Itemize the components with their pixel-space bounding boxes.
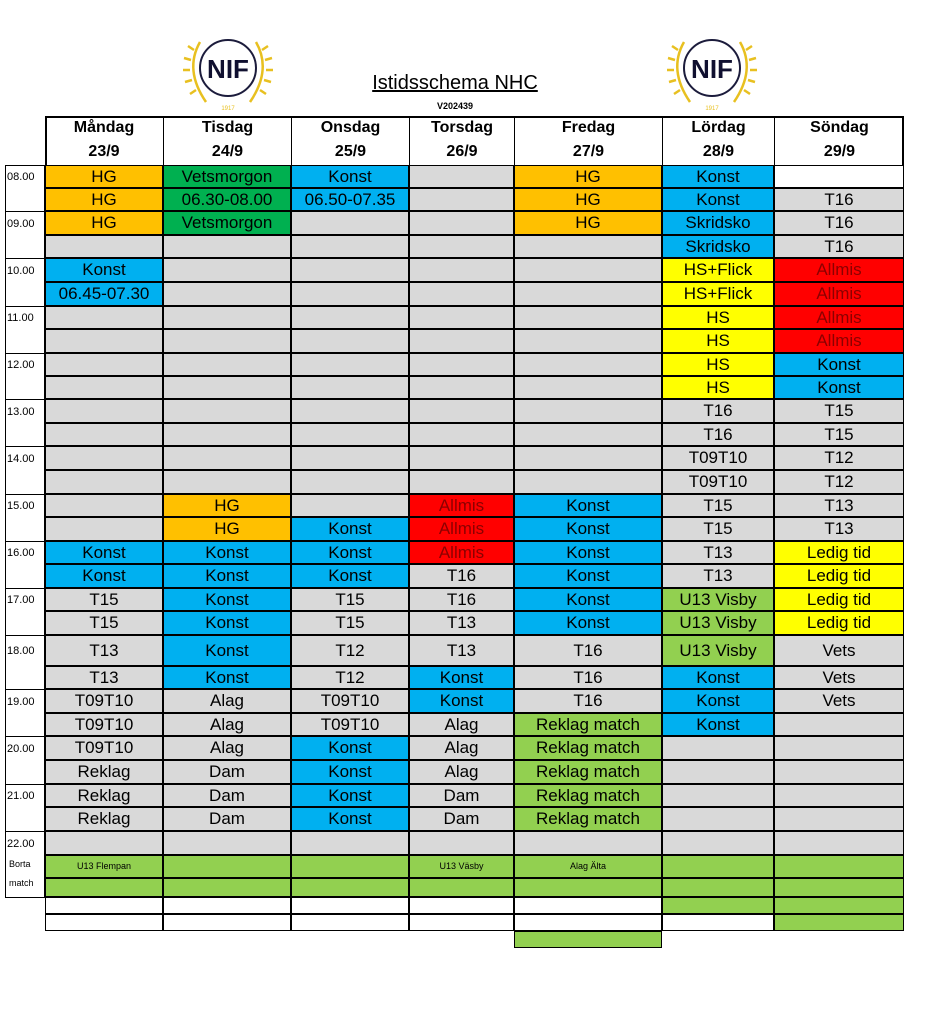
schedule-cell: Konst	[409, 666, 514, 689]
schedule-cell	[409, 423, 514, 446]
day-name: Fredag	[561, 119, 616, 136]
schedule-cell	[662, 736, 774, 760]
version-label: V202439	[436, 101, 474, 111]
schedule-cell: T15	[662, 517, 774, 541]
schedule-cell	[163, 423, 291, 446]
schedule-cell: Vets	[774, 635, 904, 666]
schedule-cell: Skridsko	[662, 211, 774, 235]
schedule-cell: Reklag match	[514, 713, 662, 736]
schedule-cell: Ledig tid	[774, 588, 904, 611]
schedule-cell: Alag	[163, 689, 291, 713]
schedule-cell: Dam	[163, 760, 291, 784]
schedule-cell: Konst	[163, 611, 291, 635]
schedule-cell: T09T10	[291, 713, 409, 736]
schedule-cell	[291, 329, 409, 353]
schedule-cell	[291, 258, 409, 282]
day-date: 25/9	[334, 143, 367, 160]
schedule-cell	[774, 831, 904, 855]
time-label: 16.00	[5, 541, 45, 564]
schedule-cell: Konst	[291, 165, 409, 188]
schedule-cell	[662, 831, 774, 855]
day-header	[514, 116, 662, 165]
schedule-cell: T16	[774, 235, 904, 258]
schedule-cell: Allmis	[774, 306, 904, 329]
schedule-cell	[409, 282, 514, 306]
day-header	[291, 116, 409, 165]
schedule-cell	[774, 784, 904, 807]
schedule-cell: HG	[45, 188, 163, 211]
schedule-cell: Konst	[291, 807, 409, 831]
schedule-cell: HS+Flick	[662, 258, 774, 282]
day-header	[163, 116, 291, 165]
time-label: 20.00	[5, 736, 45, 760]
time-label: 21.00	[5, 784, 45, 807]
schedule-cell: Konst	[662, 666, 774, 689]
schedule-cell: T12	[774, 446, 904, 470]
schedule-cell: Allmis	[774, 258, 904, 282]
svg-text:NIF: NIF	[691, 54, 733, 84]
schedule-cell	[163, 399, 291, 423]
schedule-cell	[409, 446, 514, 470]
schedule-cell: Konst	[409, 689, 514, 713]
day-name: Lördag	[691, 119, 746, 136]
schedule-cell: Alag	[409, 760, 514, 784]
schedule-cell	[514, 235, 662, 258]
schedule-cell: Dam	[163, 784, 291, 807]
schedule-cell: HS+Flick	[662, 282, 774, 306]
schedule-cell	[291, 353, 409, 376]
schedule-cell: T16	[662, 399, 774, 423]
schedule-cell	[45, 353, 163, 376]
away-cell	[514, 914, 662, 931]
schedule-cell	[774, 165, 904, 188]
away-label: match	[9, 878, 34, 888]
schedule-cell: Konst	[514, 494, 662, 517]
away-cell	[662, 878, 774, 897]
schedule-cell: HS	[662, 329, 774, 353]
schedule-cell	[291, 211, 409, 235]
schedule-cell: Vetsmorgon	[163, 211, 291, 235]
schedule-cell: Konst	[163, 635, 291, 666]
schedule-cell	[514, 446, 662, 470]
schedule-cell: Konst	[774, 353, 904, 376]
schedule-cell: Ledig tid	[774, 611, 904, 635]
day-header	[662, 116, 774, 165]
time-label	[5, 564, 45, 588]
away-cell	[662, 914, 774, 931]
away-cell	[662, 897, 774, 914]
schedule-cell: Konst	[291, 564, 409, 588]
schedule-cell: HS	[662, 306, 774, 329]
schedule-cell: Konst	[514, 564, 662, 588]
schedule-cell: T15	[662, 494, 774, 517]
schedule-cell: T12	[291, 666, 409, 689]
schedule-cell	[514, 282, 662, 306]
schedule-cell	[291, 494, 409, 517]
schedule-cell: Konst	[45, 258, 163, 282]
away-cell: Alag Älta	[514, 855, 662, 878]
schedule-cell: T15	[291, 611, 409, 635]
away-cell	[514, 897, 662, 914]
time-label	[5, 713, 45, 736]
schedule-cell: T13	[774, 494, 904, 517]
schedule-cell	[514, 376, 662, 399]
schedule-cell: Konst	[774, 376, 904, 399]
away-cell	[163, 897, 291, 914]
time-label: 08.00	[5, 165, 45, 188]
schedule-cell	[409, 258, 514, 282]
away-cell	[662, 855, 774, 878]
schedule-cell: Reklag match	[514, 807, 662, 831]
schedule-cell: HG	[45, 211, 163, 235]
time-label: 12.00	[5, 353, 45, 376]
schedule-cell	[409, 306, 514, 329]
away-cell	[774, 897, 904, 914]
day-date: 29/9	[823, 143, 856, 160]
schedule-cell	[409, 329, 514, 353]
schedule-cell: 06.45-07.30	[45, 282, 163, 306]
schedule-cell	[409, 235, 514, 258]
schedule-cell	[45, 306, 163, 329]
schedule-cell: HG	[163, 517, 291, 541]
schedule-cell	[163, 282, 291, 306]
schedule-cell	[291, 831, 409, 855]
schedule-cell: Reklag match	[514, 784, 662, 807]
schedule-cell	[163, 831, 291, 855]
schedule-cell: U13 Visby	[662, 588, 774, 611]
schedule-cell: T13	[774, 517, 904, 541]
schedule-cell: T12	[291, 635, 409, 666]
schedule-cell	[409, 831, 514, 855]
time-label	[5, 235, 45, 258]
schedule-cell: T15	[291, 588, 409, 611]
time-label	[5, 807, 45, 831]
schedule-cell	[45, 494, 163, 517]
away-cell	[45, 878, 163, 897]
schedule-cell: Reklag	[45, 807, 163, 831]
away-cell	[45, 914, 163, 931]
away-cell	[163, 914, 291, 931]
time-label: 10.00	[5, 258, 45, 282]
schedule-cell: Konst	[291, 784, 409, 807]
day-name: Onsdag	[320, 119, 381, 136]
schedule-cell: Konst	[514, 611, 662, 635]
time-label: 11.00	[5, 306, 45, 329]
svg-text:NIF: NIF	[207, 54, 249, 84]
time-label	[5, 470, 45, 494]
schedule-cell: Konst	[291, 736, 409, 760]
day-header	[409, 116, 514, 165]
schedule-cell	[163, 376, 291, 399]
schedule-cell: Allmis	[774, 329, 904, 353]
day-date: 26/9	[446, 143, 478, 160]
schedule-cell	[291, 235, 409, 258]
schedule-cell	[514, 306, 662, 329]
away-cell: U13 Flempan	[45, 855, 163, 878]
schedule-cell: Vets	[774, 689, 904, 713]
time-label	[5, 517, 45, 541]
time-label	[5, 188, 45, 211]
schedule-cell	[514, 423, 662, 446]
away-cell	[163, 878, 291, 897]
schedule-cell	[163, 258, 291, 282]
time-label	[5, 376, 45, 399]
schedule-cell	[163, 446, 291, 470]
schedule-cell: Alag	[409, 736, 514, 760]
away-cell	[291, 878, 409, 897]
schedule-cell: T09T10	[45, 689, 163, 713]
schedule-cell: HG	[514, 211, 662, 235]
schedule-cell	[45, 446, 163, 470]
away-cell	[45, 897, 163, 914]
schedule-cell	[409, 165, 514, 188]
schedule-cell	[662, 784, 774, 807]
schedule-cell: T09T10	[291, 689, 409, 713]
away-cell	[514, 931, 662, 948]
schedule-cell: Reklag	[45, 760, 163, 784]
schedule-cell: Konst	[163, 564, 291, 588]
schedule-cell: T13	[409, 635, 514, 666]
schedule-cell	[662, 760, 774, 784]
schedule-cell: Konst	[163, 588, 291, 611]
schedule-cell	[291, 470, 409, 494]
time-label	[5, 282, 45, 306]
away-cell	[409, 897, 514, 914]
schedule-cell: Dam	[409, 807, 514, 831]
time-label	[5, 760, 45, 784]
day-name: Torsdag	[431, 119, 493, 136]
schedule-cell: HG	[514, 188, 662, 211]
schedule-cell	[163, 470, 291, 494]
schedule-cell	[291, 282, 409, 306]
away-cell	[774, 878, 904, 897]
day-name: Söndag	[810, 119, 869, 136]
schedule-cell: Reklag match	[514, 760, 662, 784]
schedule-cell	[514, 353, 662, 376]
schedule-cell	[774, 807, 904, 831]
schedule-cell: Skridsko	[662, 235, 774, 258]
day-name: Tisdag	[201, 119, 254, 136]
schedule-cell: T09T10	[45, 736, 163, 760]
away-cell	[409, 878, 514, 897]
schedule-cell: Konst	[291, 760, 409, 784]
schedule-cell: Vetsmorgon	[163, 165, 291, 188]
time-label	[5, 329, 45, 353]
schedule-cell: Ledig tid	[774, 541, 904, 564]
schedule-cell: Konst	[662, 689, 774, 713]
schedule-cell	[409, 399, 514, 423]
schedule-cell: T15	[774, 399, 904, 423]
schedule-cell	[45, 399, 163, 423]
schedule-cell: T13	[662, 541, 774, 564]
schedule-cell	[409, 353, 514, 376]
schedule-cell: Alag	[163, 736, 291, 760]
schedule-cell	[163, 235, 291, 258]
day-header	[45, 116, 163, 165]
schedule-cell: T16	[514, 635, 662, 666]
day-date: 23/9	[88, 143, 120, 160]
time-label: 14.00	[5, 446, 45, 470]
schedule-cell: Konst	[45, 564, 163, 588]
away-cell	[409, 914, 514, 931]
svg-text:1917: 1917	[221, 106, 235, 112]
time-label: 22.00	[5, 831, 45, 855]
schedule-cell	[45, 470, 163, 494]
away-cell	[291, 897, 409, 914]
time-label: 19.00	[5, 689, 45, 713]
schedule-cell: HG	[514, 165, 662, 188]
schedule-cell: Konst	[291, 517, 409, 541]
schedule-cell	[45, 423, 163, 446]
schedule-cell: T13	[409, 611, 514, 635]
schedule-cell	[409, 376, 514, 399]
time-label: 09.00	[5, 211, 45, 235]
schedule-cell	[662, 807, 774, 831]
away-cell	[774, 855, 904, 878]
day-header	[774, 116, 904, 165]
schedule-cell	[291, 376, 409, 399]
schedule-cell: T13	[45, 666, 163, 689]
schedule-cell: Konst	[45, 541, 163, 564]
schedule-cell: HS	[662, 353, 774, 376]
page-title: Istidsschema NHC	[372, 72, 538, 94]
day-date: 27/9	[572, 143, 605, 160]
schedule-cell	[163, 353, 291, 376]
time-label: 18.00	[5, 635, 45, 666]
schedule-cell	[514, 470, 662, 494]
time-label: 15.00	[5, 494, 45, 517]
schedule-cell: Vets	[774, 666, 904, 689]
schedule-cell: U13 Visby	[662, 635, 774, 666]
schedule-cell: 06.30-08.00	[163, 188, 291, 211]
away-cell	[291, 855, 409, 878]
schedule-cell: Konst	[662, 713, 774, 736]
schedule-cell: Dam	[163, 807, 291, 831]
schedule-cell: T16	[409, 588, 514, 611]
time-label: 17.00	[5, 588, 45, 611]
schedule-cell: Konst	[514, 541, 662, 564]
schedule-cell: Reklag match	[514, 736, 662, 760]
schedule-cell: HG	[163, 494, 291, 517]
time-label: 13.00	[5, 399, 45, 423]
schedule-cell: Allmis	[774, 282, 904, 306]
away-cell	[291, 914, 409, 931]
schedule-cell	[514, 258, 662, 282]
schedule-cell: Konst	[514, 588, 662, 611]
schedule-cell: T15	[774, 423, 904, 446]
schedule-cell: T12	[774, 470, 904, 494]
schedule-cell	[409, 211, 514, 235]
schedule-cell	[514, 831, 662, 855]
schedule-cell: Alag	[409, 713, 514, 736]
schedule-cell: Dam	[409, 784, 514, 807]
schedule-cell: Allmis	[409, 517, 514, 541]
schedule-cell: Konst	[662, 188, 774, 211]
time-label	[5, 666, 45, 689]
schedule-cell: T13	[45, 635, 163, 666]
schedule-cell: Reklag	[45, 784, 163, 807]
schedule-cell: T13	[662, 564, 774, 588]
schedule-cell: Allmis	[409, 494, 514, 517]
schedule-cell: T15	[45, 611, 163, 635]
away-cell	[774, 914, 904, 931]
schedule-cell: T16	[662, 423, 774, 446]
day-date: 24/9	[211, 143, 244, 160]
schedule-cell: Konst	[163, 541, 291, 564]
time-label	[5, 423, 45, 446]
schedule-cell: T16	[774, 211, 904, 235]
nif-logo-right	[662, 30, 762, 114]
schedule-cell: T16	[514, 689, 662, 713]
schedule-cell	[163, 329, 291, 353]
schedule-cell: Allmis	[409, 541, 514, 564]
schedule-cell	[774, 760, 904, 784]
schedule-cell	[409, 188, 514, 211]
schedule-cell	[45, 376, 163, 399]
schedule-cell	[45, 329, 163, 353]
schedule-cell: 06.50-07.35	[291, 188, 409, 211]
schedule-cell	[291, 306, 409, 329]
schedule-cell: Ledig tid	[774, 564, 904, 588]
schedule-cell: T16	[774, 188, 904, 211]
away-cell: U13 Väsby	[409, 855, 514, 878]
schedule-cell	[291, 446, 409, 470]
schedule-cell	[514, 329, 662, 353]
schedule-cell: Alag	[163, 713, 291, 736]
away-cell	[514, 878, 662, 897]
day-name: Måndag	[73, 119, 135, 136]
schedule-cell: Konst	[291, 541, 409, 564]
schedule-cell: T16	[409, 564, 514, 588]
schedule-cell: T09T10	[45, 713, 163, 736]
schedule-cell: T09T10	[662, 446, 774, 470]
schedule-cell: Konst	[662, 165, 774, 188]
day-date: 28/9	[702, 143, 735, 160]
away-cell	[163, 855, 291, 878]
schedule-cell: Konst	[163, 666, 291, 689]
schedule-cell: HG	[45, 165, 163, 188]
schedule-cell: T09T10	[662, 470, 774, 494]
schedule-cell: U13 Visby	[662, 611, 774, 635]
schedule-cell	[774, 713, 904, 736]
nif-logo-left	[178, 30, 278, 114]
svg-text:1917: 1917	[705, 106, 719, 112]
away-label: Borta	[9, 859, 31, 869]
schedule-cell	[409, 470, 514, 494]
schedule-cell	[291, 423, 409, 446]
schedule-cell	[45, 831, 163, 855]
schedule-cell	[774, 736, 904, 760]
time-label	[5, 611, 45, 635]
schedule-cell	[163, 306, 291, 329]
schedule-cell	[45, 517, 163, 541]
schedule-cell	[45, 235, 163, 258]
schedule-cell: T15	[45, 588, 163, 611]
schedule-cell: Konst	[514, 517, 662, 541]
schedule-cell	[514, 399, 662, 423]
schedule-cell: HS	[662, 376, 774, 399]
schedule-cell: T16	[514, 666, 662, 689]
schedule-cell	[291, 399, 409, 423]
